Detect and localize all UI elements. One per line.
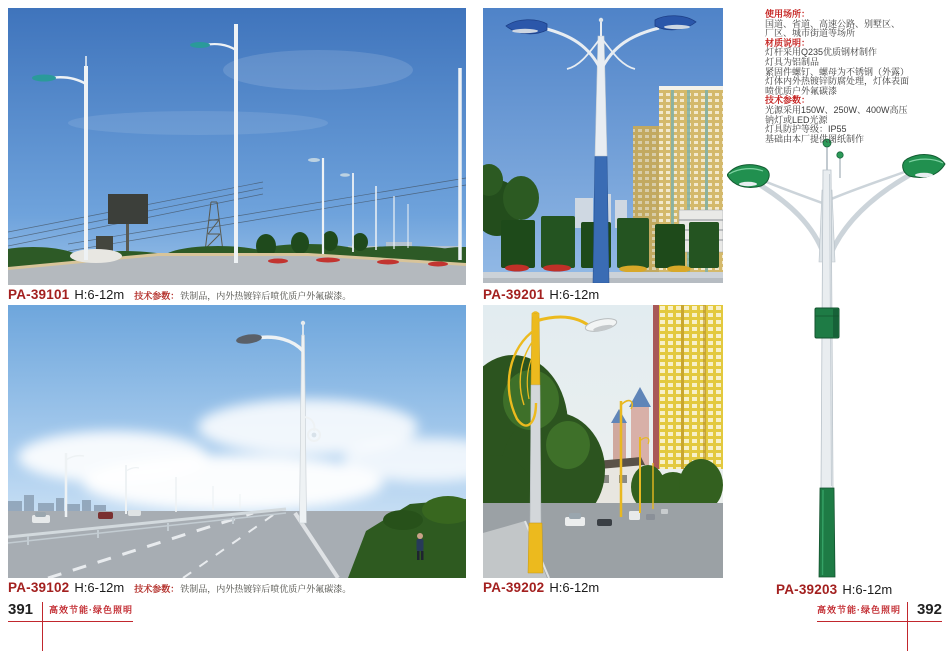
photo-pa-39201 [483,8,723,283]
tech-line: 灯具防护等级：IP55 [765,124,847,135]
footer-slogan-left: 高效节能·绿色照明 [49,605,134,615]
footer-slogan-right: 高效节能·绿色照明 [816,605,901,615]
control-box [815,308,839,338]
caption-pa-39101 [8,287,351,304]
tech-heading: 技术参数： [765,95,811,106]
photo-pa-39203 [727,130,947,580]
product-code: PA-39101 [8,287,70,302]
caption-pa-39202 [483,580,599,597]
note-label: 技术参数： [134,584,180,594]
product-height: H:6-12m [74,287,125,302]
tech-line: 光源采用150W、250W、400W高压 [765,104,908,115]
arms [755,168,915,262]
material-line: 灯具为铝制品 [765,56,820,67]
blue-pole-image [483,8,723,283]
tech-line: 基础由本厂提供图纸制作 [765,133,865,144]
footer-rule-left [42,602,43,651]
photo-pa-39102 [8,305,466,578]
note-text: 铁制品，内外热镀锌后喷优质户外氟碳漆。 [180,584,352,594]
product-height: H:6-12m [549,580,600,595]
lamp-head-right [903,155,945,178]
note-label: 技术参数： [134,291,180,301]
product-code: PA-39203 [776,582,838,597]
caption-pa-39102 [8,580,351,597]
material-line: 紧固件螺钉、螺母为不锈钢（外露） [765,66,910,77]
product-height: H:6-12m [842,582,893,597]
usage-line: 厂区、城市街道等场所 [765,28,856,39]
material-line: 灯杆采用Q235优质钢材制作 [765,47,878,58]
product-code: PA-39102 [8,580,70,595]
spec-info-panel [765,10,945,144]
usage-heading: 使用场所： [765,9,811,19]
usage-line: 国道、省道、高速公路、别墅区、 [765,18,901,29]
photo-pa-39101 [8,8,466,285]
footer-left [8,602,133,622]
page-number-left: 391 [8,601,34,618]
green-base [819,488,835,577]
green-pole-illustration [727,130,947,580]
caption-pa-39203 [776,582,892,599]
product-height: H:6-12m [549,287,600,302]
product-height: H:6-12m [74,580,125,595]
note-text: 铁制品，内外热镀锌后喷优质户外氟碳漆。 [180,291,352,301]
billboard [108,194,148,224]
yellow-pole-image [483,305,723,578]
material-line: 灯体内外热镀锌防腐处理，灯体表面 [765,76,910,87]
tech-line: 钠灯或LED光源 [765,114,828,125]
photo-pa-39202 [483,305,723,578]
lamp-head-left [727,165,769,188]
lamp-head [32,75,56,82]
street-scene-image [8,8,466,285]
footer-right [817,602,942,622]
material-heading: 材质说明： [765,37,811,48]
material-line: 喷优质户外氟碳漆 [765,85,838,96]
product-code: PA-39201 [483,287,545,302]
caption-pa-39201 [483,287,599,304]
highway-scene-image [8,305,466,578]
page-number-right: 392 [916,601,942,618]
footer-rule-right [907,602,908,651]
product-code: PA-39202 [483,580,545,595]
